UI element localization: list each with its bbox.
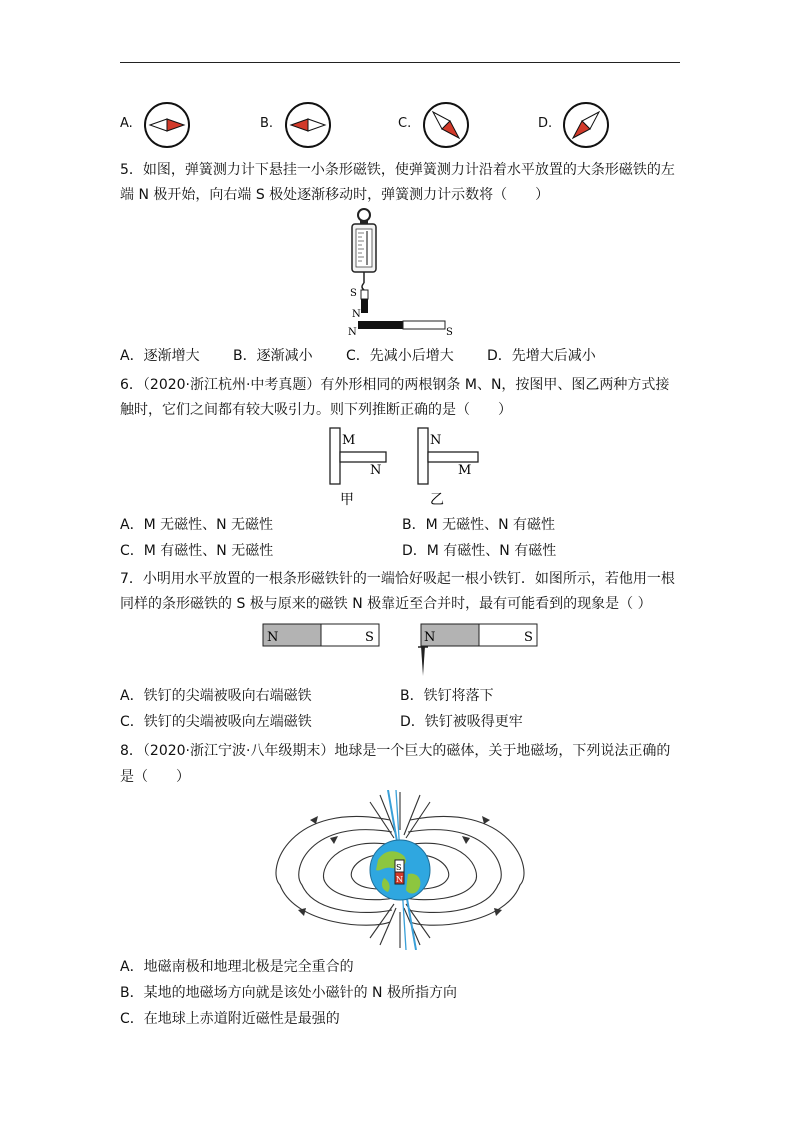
q7-right-n: N (424, 630, 436, 645)
q8-option-b: B．某地的地磁场方向就是该处小磁针的 N 极所指方向 (120, 985, 457, 1001)
q5-small-magnet-s: S (350, 288, 357, 299)
compass-c-icon (421, 100, 471, 150)
q4-option-a-label: A. (120, 116, 133, 131)
q7-left-n: N (267, 630, 279, 645)
q6-stem-line1: 6．（2020·浙江杭州·中考真题）有外形相同的两根钢条 M、N，按图甲、图乙两种方式接 (120, 377, 670, 393)
q6-yi-label: 乙 (430, 492, 444, 508)
q7-bar-magnets-figure (255, 618, 555, 680)
q5-option-a: A．逐渐增大 (120, 348, 200, 364)
q8-magnet-s: S (396, 863, 402, 872)
q6-option-a: A．M 无磁性、N 无磁性 (120, 517, 274, 533)
q4-option-b-label: B. (260, 116, 274, 131)
q7-option-d: D．铁钉被吸得更牢 (400, 714, 523, 730)
compass-b-icon (283, 100, 333, 150)
q5-big-magnet-s: S (446, 327, 453, 338)
q6-jia-n: N (370, 463, 382, 478)
q6-stem-line2: 触时，它们之间都有较大吸引力。则下列推断正确的是（ ） (120, 402, 512, 418)
q6-option-d: D．M 有磁性、N 有磁性 (402, 543, 557, 559)
q5-stem-line1: 5．如图，弹簧测力计下悬挂一小条形磁铁，使弹簧测力计沿着水平放置的大条形磁铁的左 (120, 162, 675, 178)
q5-option-b: B．逐渐减小 (233, 348, 313, 364)
q8-magnet-n: N (396, 875, 403, 884)
q6-yi-n: N (430, 433, 442, 448)
q6-option-b: B．M 无磁性、N 有磁性 (402, 517, 556, 533)
q8-stem-line2: 是（ ） (120, 769, 190, 785)
q8-option-c: C．在地球上赤道附近磁性是最强的 (120, 1011, 340, 1027)
q7-option-c: C．铁钉的尖端被吸向左端磁铁 (120, 714, 312, 730)
q7-left-s: S (365, 630, 374, 645)
q5-option-c: C．先减小后增大 (346, 348, 454, 364)
q5-big-magnet-n: N (348, 327, 357, 338)
q5-option-d: D．先增大后减小 (487, 348, 596, 364)
compass-d-icon (561, 100, 611, 150)
q5-spring-scale-figure (340, 205, 470, 340)
q6-yi-m: M (458, 463, 472, 478)
q7-right-s: S (524, 630, 533, 645)
q7-stem-line2: 同样的条形磁铁的 S 极与原来的磁铁 N 极靠近至合并时，最有可能看到的现象是（ ） (120, 596, 652, 612)
q5-stem-line2: 端 N 极开始，向右端 S 极处逐渐移动时，弹簧测力计示数将（ ） (120, 187, 550, 203)
q4-option-c-label: C. (398, 116, 412, 131)
q7-stem-line1: 7．小明用水平放置的一根条形磁铁针的一端恰好吸起一根小铁钉．如图所示，若他用一根 (120, 571, 675, 587)
q5-small-magnet-n: N (352, 309, 361, 320)
q7-option-b: B．铁钉将落下 (400, 688, 494, 704)
q8-option-a: A．地磁南极和地理北极是完全重合的 (120, 959, 354, 975)
top-rule (120, 62, 680, 63)
q6-option-c: C．M 有磁性、N 无磁性 (120, 543, 274, 559)
q7-option-a: A．铁钉的尖端被吸向右端磁铁 (120, 688, 312, 704)
q8-earth-magnetic-field-figure (270, 790, 530, 950)
compass-a-icon (142, 100, 192, 150)
q6-jia-m: M (342, 433, 356, 448)
q6-jia-label: 甲 (340, 492, 354, 508)
q4-option-d-label: D. (538, 116, 553, 131)
q8-stem-line1: 8．（2020·浙江宁波·八年级期末）地球是一个巨大的磁体，关于地磁场，下列说法正确的 (120, 743, 671, 759)
q6-steel-bars-figure (320, 424, 490, 512)
